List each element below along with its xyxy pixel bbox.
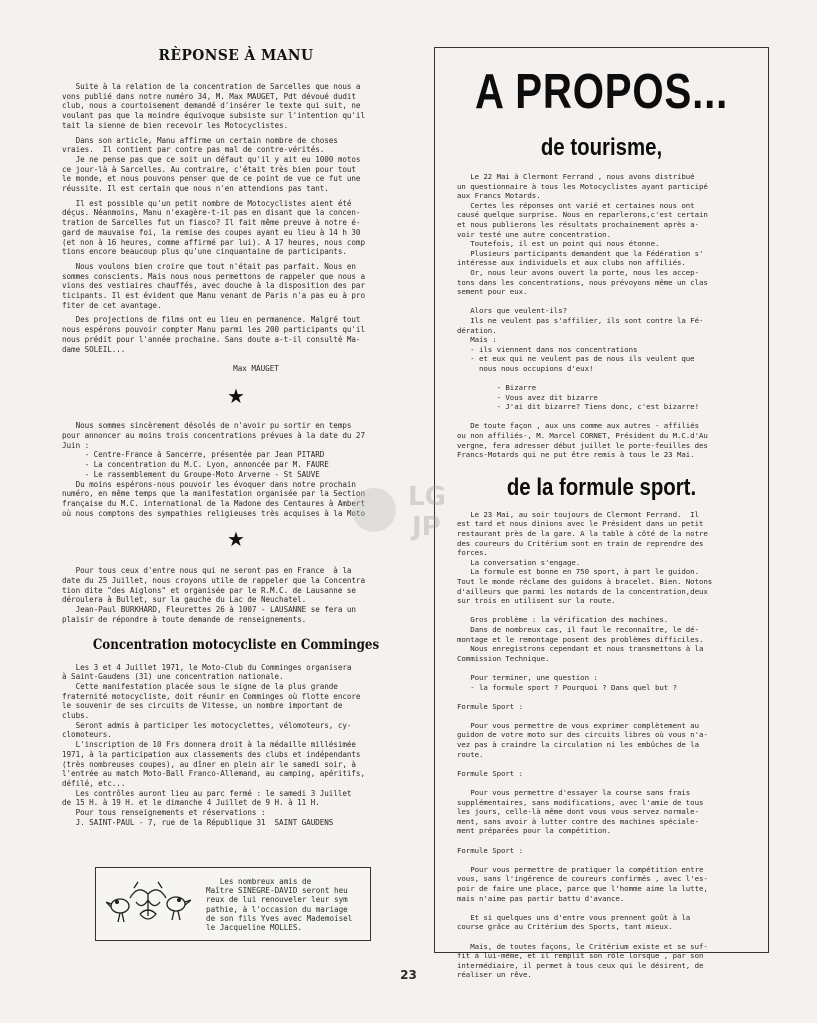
paragraph: Nous voulons bien croire que tout n'était pas parfait. Nous en sommes conscients. Mais nous nous permettons de rappeler que nous a vions des vestiaires chauffés, avec douche à la disposition des par ticipants. Il est évident que Manu venant de Paris n'a pas eu à pro fiter de cet avantage.: [62, 261, 365, 310]
signature: Max MAUGET: [233, 364, 279, 374]
paragraph: Il est possible qu'un petit nombre de Motocyclistes aient été déçus. Néanmoins, Manu n'exagère-t-il pas en disant que la concen- tration de Sarcelles fut un fiasco? Il fait même preuve à notre é- gard de mauvaise foi, la remise des coupes ayant eu lieu à 14 h 30 (et non à 16 heures, comme affirmé par lui). A 17 heures, nous comp tions encore beaucoup plus qu'une cinquantaine de participants.: [62, 198, 365, 257]
paragraph: Des projections de films ont eu lieu en permanence. Malgré tout nous espérons pouvoir compter Manu parmi les 200 participants qu'il nous prédit pour l'année prochaine. Sans doute a-t-il consulté Ma- dame SOLEIL...: [62, 315, 365, 354]
svg-text:JP: JP: [412, 512, 441, 542]
page-number: 23: [400, 968, 417, 982]
left-column: [62, 46, 410, 827]
paragraph: Suite à la relation de la concentration de Sarcelles que nous a vons publié dans notre numéro 34, M. Max MAUGET, Pdt dévoué dudit club, nous a courtoisement demandé d'insérer le texte qui suit, ne voulant pas que la moindre équivoque subsiste sur l'intention qu'il tait la sienne de bien recevoir les Motocyclistes.: [62, 82, 365, 130]
formule-sport-text: Le 23 Mai, au soir toujours de Clermont Ferrand. Il est tard et nous dinions avec le Président dans un petit restaurant près de la gare. A la table à côté de la notre des coureurs du Critérium sont en train de reprendre des forces. La conversation s'engage. La formule est bonne en 750 sport, à part le guidon. Tout le monde réclame des guidons à bracelet. Bien. Notons d'ailleurs que parmi les motards de la concentration,deux sur trois en utilisent sur la route. Gros problème : la vérification des machines. Dans de nombreux cas, il faut le reconnaître, le dé- montage et le remontage posent des problèmes difficiles. Nous enregistrons cependant et nous transmettons à la Commission Technique. Pour terminer, une question : - la formule sport ? Pourquoi ? Dans quel but ? Formule Sport : Pour vous permettre de vous exprimer complètement au guidon de votre moto sur des circuits libres où vous n'a- vez pas à craindre la circulation ni les embûches de la route. Formule Sport : Pour vous permettre d'essayer la course sans frais supplémentaires, sans modifications, avec l'amie de tous les jours, celle-là même dont vous vous servez normale- ment, sans avoir à lutter contre des machines spéciale- ment préparées pour la compétition. Formule Sport : Pour vous permettre de pratiquer la compétition entre vous, sans l'ingérence de coureurs confirmés , avec l'es- poir de faire une place, parce que l'homme aime la lutte, mais n'aime pas partir battu d'avance. Et si quelques uns d'entre vous prennent goût à la course grâce au Critérium des Sports, tant mieux. Mais, de toutes façons, le Critérium existe et se suf- fit à lui-même, et il remplit son rôle lorsque , par son intermédiaire, il permet à tous ceux qui le désirent, de réaliser un rêve.: [457, 509, 713, 980]
a-propos-title: A PROPOS...: [474, 65, 729, 119]
star-icon: ★: [227, 384, 245, 409]
svg-text:LG: LG: [408, 482, 446, 512]
formule-sport-subtitle: de la formule sport.: [506, 473, 697, 501]
watermark-stamp-icon: [346, 465, 456, 555]
wedding-notice-text: Les nombreux amis de Maître SINEGRE-DAVID seront heu reux de lui renouveler leur sym pathie, à l'occasion du mariage de son fils Yves avec Mademoisel le Jacqueline MOLLES.: [206, 877, 353, 933]
tourisme-section: [435, 172, 768, 460]
reponse-title: RÈPONSE À MANU: [158, 46, 314, 64]
paragraph-apologies: Nous sommes sincèrement désolés de n'avoir pu sortir en temps pour annoncer au moins trois concentrations prévues à la date du 27 Juin : - Centre-France à Sancerre, présentée par Jean PITARD - La concentration du M.C. Lyon, annoncée par M. FAURE - Le rassemblement du Groupe-Moto Arverne - St SAUVE Du moins espérons-nous pouvoir les évoquer dans notre prochain numéro, en même temps que la manifestation organisée par la Section française du M.C. international de la Madone des Centaures à Ambert où nous comptons des sympathies religieuses très acquises à la: [62, 421, 365, 518]
tourisme-text: Le 22 Mai à Clermont Ferrand , nous avons distribué un questionnaire à tous les Motocyclistes ayant participé aux Francs Motards. Certes les réponses ont varié et certaines nous ont causé quelque surprise. Nous en reparlerons,c'est certain et nous publierons les résultats prochainement après a- voir testé une autre concentration. Toutefois, il est un point qui nous étonne. Plusieurs participants demandent que la Fédération s' intéresse aux individuels et aux clubs non affiliés. Or, nous leur avons ouvert la porte, nous les accep- tons dans les concentrations, nous prévoyons même un clas sement pour eux. Alors que veulent-ils? Ils ne veulent pas s'affilier, ils sont contre la Fé- dération. Mais : - ils viennent dans nos concentrations - et eux qui ne veulent pas de nous ils veulent que nous nous occupions d'eux! - Bizarre - Vous avez dit bizarre - J'ai dit bizarre? Tiens donc, c'est bizarre! De toute façon , aux uns comme aux autres - affiliés ou non affiliés-, M. Marcel CORNET, Président du M.C.d'Au vergne, fera adresser début juillet le porte-feuilles des Francs-Motards qui ne put être remis à tous le 23 Mai.: [457, 172, 708, 460]
star-icon: ★: [227, 527, 245, 552]
formule-sport-section: [435, 510, 768, 980]
paragraph: Dans son article, Manu affirme un certain nombre de choses vraies. Il contient par contre pas mal de contre-vérités. Je ne pense pas que ce soit un défaut qu'il y ait eu 1000 motos ce jour-là à Sarcelles. Au contraire, c'était très bien pour tout le monde, et nous pouvons penser que de ce point de vue ce fut une réussite. Il est certain que nous n'en attendions pas tant.: [62, 135, 361, 194]
birds-illustration-icon: [106, 880, 191, 926]
wedding-notice-box: [95, 867, 371, 941]
tourisme-subtitle: de tourisme,: [540, 134, 663, 161]
paragraph-aiglons: Pour tous ceux d'entre nous qui ne seront pas en France à la date du 25 Juillet, nous croyons utile de rappeler que la Concentra tion dite "des Aiglons" et organisée par le R.M.C. de Lausanne se déroulera à Bullet, sur la gauche du Lac de Neuchatel. Jean-Paul BURKHARD, Fleurettes 26 à 1007 - LAUSANNE se fera un plaisir de répondre à toute demande de renseignements.: [62, 566, 365, 624]
a-propos-box: [434, 47, 769, 980]
comminges-title: Concentration motocycliste en Comminges: [92, 636, 380, 653]
paragraph-comminges: Les 3 et 4 Juillet 1971, le Moto-Club du Comminges organisera à Saint-Gaudens (31) une concentration nationale. Cette manifestation placée sous le signe de la plus grande fraternité motocycliste, doit réunir en Comminges où flotte encore le souvenir de ses circuits de Vitesse, un nombre important de clubs. Seront admis à participer les motocyclettes, vélomoteurs, cy- clomoteurs. L'inscription de 10 Frs donnera droit à la médaille millésimée 1971, à la participation aux classements des clubs et indépendants (très nombreuses coupes), au dîner en plein air le samedi soir, à l'entrée au match Moto-Ball Franco-Allemand, au camping, apéritifs, défilé, etc... Les contrôles auront lieu au parc fermé : le samedi 3 Juillet de 15 H. à 19 H. et le dimanche 4 Juillet de 9 H. à 11 H. Pour tous renseignements et réservations : J. SAINT-PAUL - 7, rue de la République 31 SAINT GAUDENS: [62, 662, 365, 827]
